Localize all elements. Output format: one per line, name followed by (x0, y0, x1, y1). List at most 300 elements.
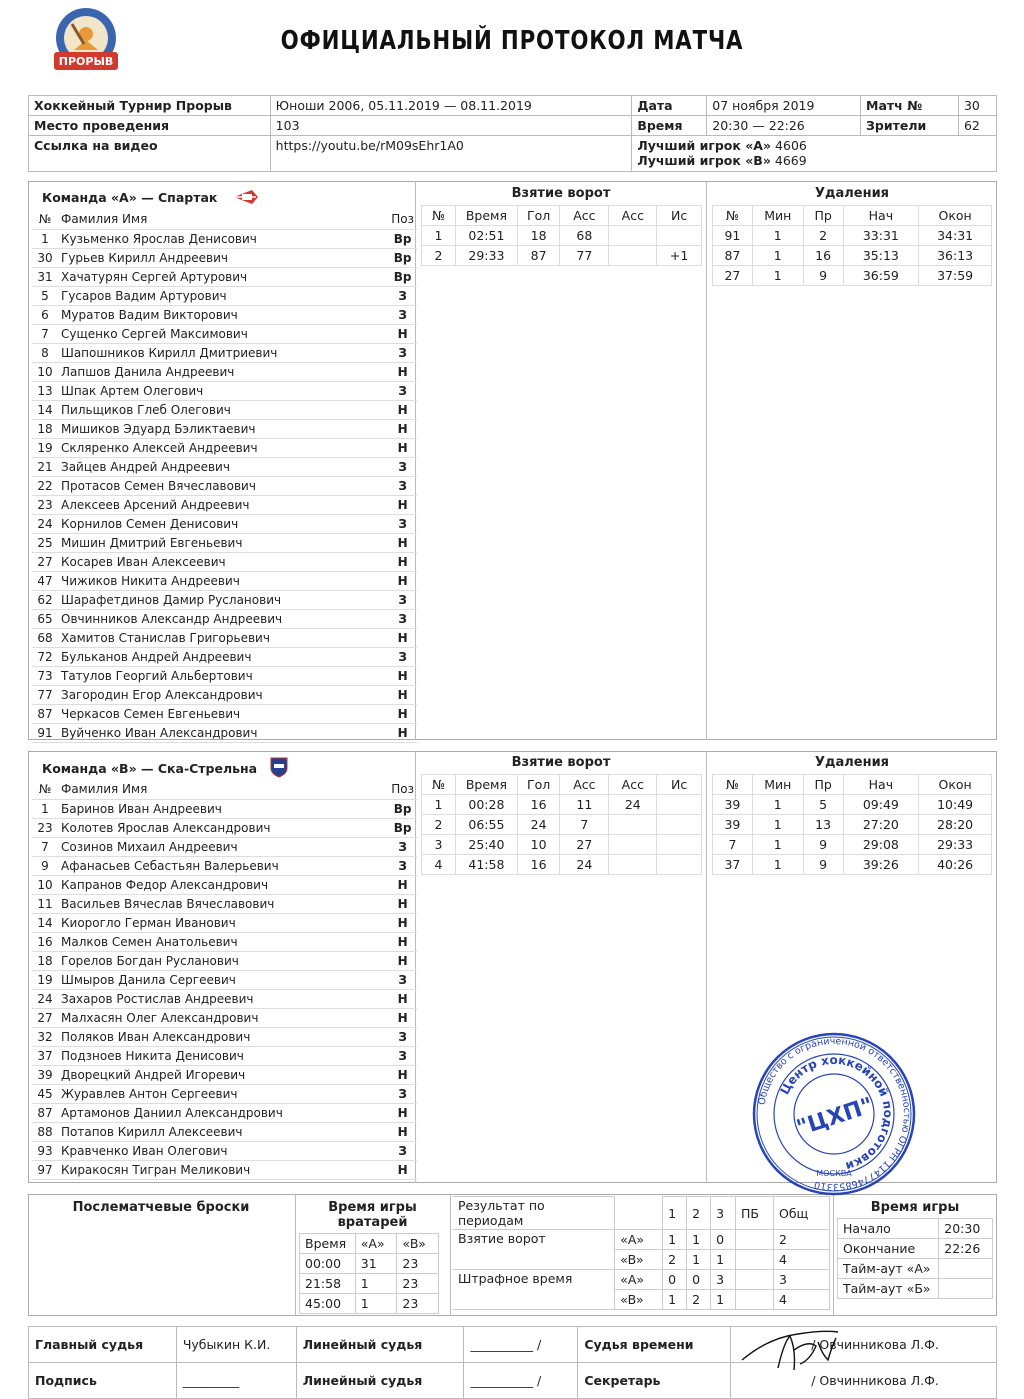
player-number: 91 (32, 723, 58, 742)
player-row (32, 552, 417, 571)
player-position: Н (388, 989, 417, 1008)
player-row (32, 970, 417, 989)
sign-label: Подпись (29, 1363, 177, 1399)
team-b-penalties-title: Удаления (814, 755, 890, 770)
player-row (32, 457, 417, 476)
stats-row (713, 246, 992, 266)
stats-cell: 11 (560, 795, 609, 815)
line-ref2-value: __________ / (464, 1363, 578, 1399)
player-position: Н (388, 495, 417, 514)
stats-cell (609, 855, 657, 875)
player-name: Киорогло Герман Иванович (58, 913, 388, 932)
stats-cell: 41:58 (456, 855, 518, 875)
goalie-time-cell: 23 (397, 1254, 439, 1274)
stats-cell (657, 226, 702, 246)
goalie-time-cell: 23 (397, 1274, 439, 1294)
player-number: 1 (32, 229, 58, 248)
stats-col-header: № (713, 775, 753, 795)
player-position: З (388, 286, 417, 305)
goalie-time-cell: 1 (355, 1294, 397, 1314)
stats-cell: 39 (713, 795, 753, 815)
player-name: Шмыров Данила Сергеевич (58, 970, 388, 989)
stats-col-header: № (422, 206, 456, 226)
stats-cell: 06:55 (456, 815, 518, 835)
main-ref-label: Главный судья (29, 1327, 177, 1363)
video-link[interactable]: https://youtu.be/rM09sEhr1A0 (270, 136, 632, 172)
player-row (32, 647, 417, 666)
stats-cell: 2 (422, 815, 456, 835)
player-number: 7 (32, 324, 58, 343)
player-number: 32 (32, 1027, 58, 1046)
player-row (32, 1046, 417, 1065)
secretary-label: Секретарь (578, 1363, 731, 1399)
stats-cell: +1 (657, 246, 702, 266)
date-label: Дата (632, 96, 707, 116)
stats-cell: 68 (560, 226, 609, 246)
pim-b-so (736, 1290, 774, 1310)
player-number: 6 (32, 305, 58, 324)
organization-stamp (750, 1030, 918, 1198)
player-number: 22 (32, 476, 58, 495)
player-position: Н (388, 400, 417, 419)
stats-cell: 16 (803, 246, 843, 266)
goalie-time-cell: 21:58 (300, 1274, 356, 1294)
goalie-time-cell: 23 (397, 1294, 439, 1314)
player-row (32, 1065, 417, 1084)
sign-value: _________ (176, 1363, 296, 1399)
pim-a-p1: 0 (663, 1270, 687, 1290)
player-name: Созинов Михаил Андреевич (58, 837, 388, 856)
player-row (32, 381, 417, 400)
stats-cell: 09:49 (843, 795, 919, 815)
team-a-label: «A» (615, 1270, 663, 1290)
best-players (632, 136, 997, 172)
stats-cell: 87 (713, 246, 753, 266)
goalie-time-col: Время (300, 1234, 356, 1254)
team-b-label: «B» (615, 1290, 663, 1310)
player-number: 45 (32, 1084, 58, 1103)
player-row (32, 229, 417, 248)
player-position: Н (388, 875, 417, 894)
stats-cell: 9 (803, 855, 843, 875)
team-b-label: «B» (615, 1250, 663, 1270)
stats-col-header: № (422, 775, 456, 795)
player-number: 31 (32, 267, 58, 286)
player-row (32, 514, 417, 533)
player-row (32, 1141, 417, 1160)
tournament-label: Хоккейный Турнир Прорыв (29, 96, 271, 116)
player-name: Шпак Артем Олегович (58, 381, 388, 400)
player-row (32, 628, 417, 647)
player-position: Н (388, 723, 417, 742)
svg-text:ПРОРЫВ: ПРОРЫВ (58, 55, 114, 68)
stats-col-header: Мин (752, 775, 803, 795)
player-name: Потапов Кирилл Алексеевич (58, 1122, 388, 1141)
player-number: 23 (32, 495, 58, 514)
player-name: Кравченко Иван Олегович (58, 1141, 388, 1160)
stats-row (713, 855, 992, 875)
player-number: 25 (32, 533, 58, 552)
player-position: Н (388, 628, 417, 647)
pim-b-p1: 1 (663, 1290, 687, 1310)
player-name: Алексеев Арсений Андреевич (58, 495, 388, 514)
game-time-row (838, 1279, 993, 1299)
time-value: 20:30 — 22:26 (707, 116, 861, 136)
time-judge-value: / Овчинникова Л.Ф. (731, 1327, 997, 1363)
goals-b-total: 4 (773, 1250, 829, 1270)
stats-cell: 39:26 (843, 855, 919, 875)
player-name: Чижиков Никита Андреевич (58, 571, 388, 590)
player-position: З (388, 514, 417, 533)
player-number: 30 (32, 248, 58, 267)
place-label: Место проведения (29, 116, 271, 136)
stats-cell: 2 (803, 226, 843, 246)
stats-cell: 5 (803, 795, 843, 815)
player-name: Журавлев Антон Сергеевич (58, 1084, 388, 1103)
stats-row (713, 835, 992, 855)
player-position: Н (388, 666, 417, 685)
player-position: Н (388, 533, 417, 552)
match-number-value: 30 (958, 96, 996, 116)
player-row (32, 438, 417, 457)
player-row (32, 590, 417, 609)
player-position: З (388, 647, 417, 666)
player-number: 87 (32, 1103, 58, 1122)
player-name: Мишин Дмитрий Евгеньевич (58, 533, 388, 552)
player-name: Малхасян Олег Александрович (58, 1008, 388, 1027)
player-position: Н (388, 552, 417, 571)
player-name: Поляков Иван Александрович (58, 1027, 388, 1046)
stats-col-header: Окон (919, 775, 992, 795)
player-name: Артамонов Даниил Александрович (58, 1103, 388, 1122)
officials-table (28, 1326, 997, 1399)
player-position: З (388, 1027, 417, 1046)
stats-cell: 9 (803, 835, 843, 855)
stats-cell: 91 (713, 226, 753, 246)
game-time-label: Окончание (838, 1239, 939, 1259)
game-time-label: Тайм-аут «A» (838, 1259, 939, 1279)
player-row (32, 837, 417, 856)
player-row (32, 989, 417, 1008)
player-number: 27 (32, 552, 58, 571)
player-position: З (388, 1046, 417, 1065)
game-time-table (837, 1218, 993, 1299)
stats-col-header: Время (456, 775, 518, 795)
spectators-label: Зрители (861, 116, 959, 136)
player-row (32, 419, 417, 438)
stats-cell: 18 (517, 226, 560, 246)
player-position: Н (388, 704, 417, 723)
pim-a-p2: 0 (687, 1270, 711, 1290)
stats-col-header: Гол (517, 206, 560, 226)
stats-cell: 37:59 (919, 266, 992, 286)
stats-cell: 02:51 (456, 226, 518, 246)
player-row (32, 305, 417, 324)
period-3-header: 3 (711, 1197, 736, 1230)
stats-cell: 29:33 (919, 835, 992, 855)
best-a-value: 4606 (775, 138, 807, 153)
player-number: 18 (32, 951, 58, 970)
player-row (32, 1103, 417, 1122)
stats-cell: 27:20 (843, 815, 919, 835)
player-position: Н (388, 685, 417, 704)
stats-header-row (422, 206, 702, 226)
shootout-header: ПБ (736, 1197, 774, 1230)
player-number: 11 (32, 894, 58, 913)
player-number: 24 (32, 989, 58, 1008)
stats-cell: 2 (422, 246, 456, 266)
player-name: Протасов Семен Вячеславович (58, 476, 388, 495)
player-position: Н (388, 1065, 417, 1084)
goals-a-total: 2 (773, 1230, 829, 1250)
player-name: Киракосян Тигран Меликович (58, 1160, 388, 1179)
player-position: З (388, 837, 417, 856)
stats-cell: 10 (517, 835, 560, 855)
stats-col-header: Окон (919, 206, 992, 226)
player-name: Дворецкий Андрей Игоревич (58, 1065, 388, 1084)
ska-logo-icon (269, 756, 289, 778)
player-row (32, 495, 417, 514)
best-b-label: Лучший игрок «B» (637, 153, 771, 168)
video-label: Ссылка на видео (29, 136, 271, 172)
best-a-label: Лучший игрок «A» (637, 138, 772, 153)
player-name: Подзноев Никита Денисович (58, 1046, 388, 1065)
team-b-goals-table (421, 774, 702, 875)
stats-cell: 1 (752, 835, 803, 855)
player-row (32, 248, 417, 267)
col-name: Фамилия Имя (58, 210, 388, 229)
svg-text:"ЦХП": "ЦХП" (793, 1093, 877, 1142)
stats-col-header: Асс (560, 775, 609, 795)
stats-cell: 77 (560, 246, 609, 266)
player-position: Н (388, 438, 417, 457)
player-position: Н (388, 362, 417, 381)
pim-a-total: 3 (773, 1270, 829, 1290)
periods-title: Результат по периодам (453, 1197, 615, 1230)
team-a-penalties-title: Удаления (814, 186, 890, 201)
player-row (32, 609, 417, 628)
stats-cell: 29:08 (843, 835, 919, 855)
stats-cell (657, 855, 702, 875)
player-position: Н (388, 932, 417, 951)
game-time-value: 22:26 (939, 1239, 993, 1259)
pim-b-total: 4 (773, 1290, 829, 1310)
periods-table (453, 1196, 830, 1310)
player-position: З (388, 381, 417, 400)
player-position: Вр (388, 267, 417, 286)
team-a-label: «A» (615, 1230, 663, 1250)
player-number: 62 (32, 590, 58, 609)
stats-cell: 1 (752, 246, 803, 266)
player-position: З (388, 1141, 417, 1160)
player-name: Татулов Георгий Альбертович (58, 666, 388, 685)
player-number: 39 (32, 1065, 58, 1084)
goalie-time-col: «A» (355, 1234, 397, 1254)
stats-cell: 13 (803, 815, 843, 835)
goalie-time-table (299, 1233, 439, 1314)
player-name: Овчинников Александр Андреевич (58, 609, 388, 628)
stats-cell: 40:26 (919, 855, 992, 875)
stats-cell: 34:31 (919, 226, 992, 246)
stats-cell: 28:20 (919, 815, 992, 835)
player-row (32, 324, 417, 343)
player-name: Зайцев Андрей Андреевич (58, 457, 388, 476)
svg-text:МОСКВА: МОСКВА (816, 1169, 852, 1178)
spectators-value: 62 (958, 116, 996, 136)
player-position: З (388, 1084, 417, 1103)
player-name: Вуйченко Иван Александрович (58, 723, 388, 742)
player-number: 65 (32, 609, 58, 628)
player-position: З (388, 970, 417, 989)
player-number: 88 (32, 1122, 58, 1141)
stats-cell: 27 (713, 266, 753, 286)
player-number: 73 (32, 666, 58, 685)
goalie-time-cell: 00:00 (300, 1254, 356, 1274)
player-name: Афанасьев Себастьян Валерьевич (58, 856, 388, 875)
stats-cell: 1 (752, 226, 803, 246)
player-position: З (388, 305, 417, 324)
team-a-title: Команда «A» — Спартак (42, 190, 218, 205)
stats-cell: 39 (713, 815, 753, 835)
team-a-goals-table (421, 205, 702, 266)
stats-row (713, 795, 992, 815)
goals-a-p1: 1 (663, 1230, 687, 1250)
pim-b-p2: 2 (687, 1290, 711, 1310)
pim-b-p3: 1 (711, 1290, 736, 1310)
player-position: Н (388, 913, 417, 932)
goals-b-p1: 2 (663, 1250, 687, 1270)
stats-cell: 9 (803, 266, 843, 286)
player-number: 72 (32, 647, 58, 666)
team-b-penalties-table (712, 774, 992, 875)
pim-a-so (736, 1270, 774, 1290)
stats-cell: 24 (609, 795, 657, 815)
date-value: 07 ноября 2019 (707, 96, 861, 116)
stats-col-header: Время (456, 206, 518, 226)
stats-cell: 36:13 (919, 246, 992, 266)
player-name: Лапшов Данила Андреевич (58, 362, 388, 381)
player-name: Гурьев Кирилл Андреевич (58, 248, 388, 267)
player-name: Мишиков Эдуард Бэликтаевич (58, 419, 388, 438)
game-time-value (939, 1279, 993, 1299)
page-title: ОФИЦИАЛЬНЫЙ ПРОТОКОЛ МАТЧА (280, 26, 744, 56)
player-number: 19 (32, 438, 58, 457)
player-number: 77 (32, 685, 58, 704)
game-time-row (838, 1239, 993, 1259)
player-position: З (388, 609, 417, 628)
player-row (32, 723, 417, 742)
player-position: Н (388, 1103, 417, 1122)
player-number: 37 (32, 1046, 58, 1065)
team-b-roster (32, 754, 417, 1180)
goals-b-p3: 1 (711, 1250, 736, 1270)
match-header-table (28, 95, 997, 172)
player-position: З (388, 590, 417, 609)
player-name: Загородин Егор Александрович (58, 685, 388, 704)
goals-a-p2: 1 (687, 1230, 711, 1250)
player-row (32, 1122, 417, 1141)
player-position: Н (388, 1160, 417, 1179)
player-row (32, 704, 417, 723)
player-name: Шарафетдинов Дамир Русланович (58, 590, 388, 609)
game-time-title: Время игры (870, 1200, 960, 1215)
player-number: 68 (32, 628, 58, 647)
svg-text:Общество с ограниченной ответс: Общество с ограниченной ответственностью ОГРН 1147746853310 (756, 1035, 913, 1193)
player-number: 21 (32, 457, 58, 476)
player-name: Хамитов Станислав Григорьевич (58, 628, 388, 647)
game-time-row (838, 1259, 993, 1279)
stats-cell: 7 (560, 815, 609, 835)
stats-cell: 16 (517, 855, 560, 875)
player-row (32, 894, 417, 913)
player-number: 7 (32, 837, 58, 856)
player-position: Вр (388, 799, 417, 818)
player-number: 10 (32, 875, 58, 894)
stats-col-header: Мин (752, 206, 803, 226)
goals-a-so (736, 1230, 774, 1250)
player-position: З (388, 856, 417, 875)
player-position: Н (388, 571, 417, 590)
team-a-roster (32, 184, 417, 743)
pim-row-label: Штрафное время (453, 1270, 615, 1310)
team-a-penalties-table (712, 205, 992, 286)
goals-b-p2: 1 (687, 1250, 711, 1270)
player-position: Вр (388, 248, 417, 267)
team-a-goals-title: Взятие ворот (511, 186, 611, 201)
player-row (32, 1008, 417, 1027)
tournament-logo (44, 6, 128, 76)
player-number: 47 (32, 571, 58, 590)
goalie-time-row (300, 1274, 439, 1294)
player-name: Васильев Вячеслав Вячеславович (58, 894, 388, 913)
line-ref2-label: Линейный судья (296, 1363, 464, 1399)
player-name: Малков Семен Анатольевич (58, 932, 388, 951)
player-number: 87 (32, 704, 58, 723)
player-number: 1 (32, 799, 58, 818)
player-position: Вр (388, 229, 417, 248)
player-name: Капранов Федор Александрович (58, 875, 388, 894)
player-row (32, 913, 417, 932)
col-pos: Поз (388, 210, 417, 229)
player-name: Баринов Иван Андреевич (58, 799, 388, 818)
stats-cell: 7 (713, 835, 753, 855)
team-b-title: Команда «B» — Ска-Стрельна (42, 761, 258, 776)
stats-cell: 1 (422, 795, 456, 815)
stats-col-header: Гол (517, 775, 560, 795)
total-header: Общ (773, 1197, 829, 1230)
player-row (32, 1027, 417, 1046)
stats-header-row (713, 775, 992, 795)
player-name: Сущенко Сергей Максимович (58, 324, 388, 343)
player-row (32, 932, 417, 951)
period-2-header: 2 (687, 1197, 711, 1230)
player-name: Колотев Ярослав Александрович (58, 818, 388, 837)
stats-cell: 00:28 (456, 795, 518, 815)
player-number: 5 (32, 286, 58, 305)
stats-row (422, 246, 702, 266)
stats-cell: 24 (517, 815, 560, 835)
stats-cell: 87 (517, 246, 560, 266)
stats-cell: 16 (517, 795, 560, 815)
col-number: № (32, 210, 58, 229)
player-name: Хачатурян Сергей Артурович (58, 267, 388, 286)
stats-cell (657, 835, 702, 855)
stats-cell: 1 (752, 815, 803, 835)
player-position: Н (388, 419, 417, 438)
goalie-time-cell: 1 (355, 1274, 397, 1294)
player-number: 10 (32, 362, 58, 381)
stats-cell (609, 835, 657, 855)
